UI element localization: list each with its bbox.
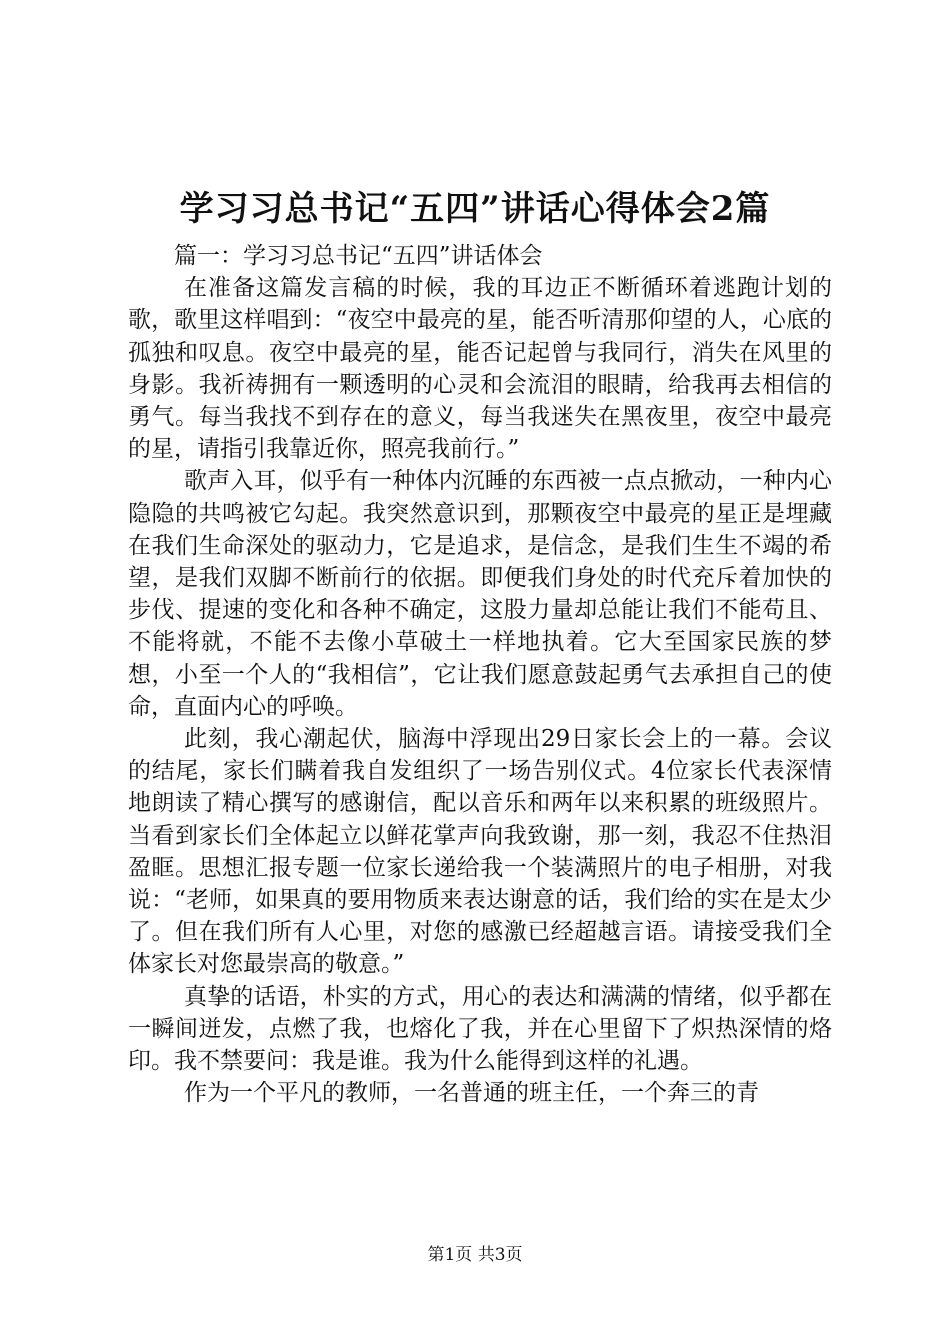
paragraph: 作为一个平凡的教师，一名普通的班主任，一个奔三的青 xyxy=(184,1080,759,1107)
paragraph: 在准备这篇发言稿的时候，我的耳边正不断循环着逃跑计划的歌，歌里这样唱到：“夜空中最亮的星，能否听清那仰望的人，心底的孤独和叹息。夜空中最亮的星，能否记起曾与我同行，消失在风里的身影。我祈祷拥有一颗透明的心灵和会流泪的眼睛，给我再去相信的勇气。每当我找不到存在的意义，每当我迷失在黑夜里，夜空中最亮的星，请指引我靠近你，照亮我前行。” xyxy=(128,275,832,463)
paragraph: 此刻，我心潮起伏，脑海中浮现出29日家长会上的一幕。会议的结尾，家长们瞒着我自发组织了一场告别仪式。4位家长代表深情地朗读了精心撰写的感谢信，配以音乐和两年以来积累的班级照片。当看到家长们全体起立以鲜花掌声向我致谢，那一刻，我忍不住热泪盈眶。思想汇报专题一位家长递给我一个装满照片的电子相册，对我说：“老师，如果真的要用物质来表达谢意的话，我们给的实在是太少了。但在我们所有人心里，对您的感激已经超越言语。请接受我们全体家长对您最崇高的敬意。” xyxy=(128,726,832,978)
paragraph: 歌声入耳，似乎有一种体内沉睡的东西被一点点掀动，一种内心隐隐的共鸣被它勾起。我突然意识到，那颗夜空中最亮的星正是埋藏在我们生命深处的驱动力，它是追求，是信念，是我们生生不竭的希望，是我们双脚不断前行的依据。即便我们身处的时代充斥着加快的步伐、提速的变化和各种不确定，这股力量却总能让我们不能苟且、不能将就，不能不去像小草破土一样地执着。它大至国家民族的梦想，小至一个人的“我相信”，它让我们愿意鼓起勇气去承担自己的使命，直面内心的呼唤。 xyxy=(128,468,832,720)
section-subtitle: 篇一：学习习总书记“五四”讲话体会 xyxy=(174,243,543,269)
document-title: 学习习总书记“五四”讲话心得体会2篇 xyxy=(179,189,771,229)
document-body xyxy=(128,240,832,1109)
page-footer xyxy=(0,1243,950,1267)
paragraph: 真挚的话语，朴实的方式，用心的表达和满满的情绪，似乎都在一瞬间迸发，点燃了我，也熔化了我，并在心里留下了炽热深情的烙印。我不禁要问：我是谁。我为什么能得到这样的礼遇。 xyxy=(128,983,832,1075)
page-indicator: 第1页 共3页 xyxy=(427,1245,523,1265)
